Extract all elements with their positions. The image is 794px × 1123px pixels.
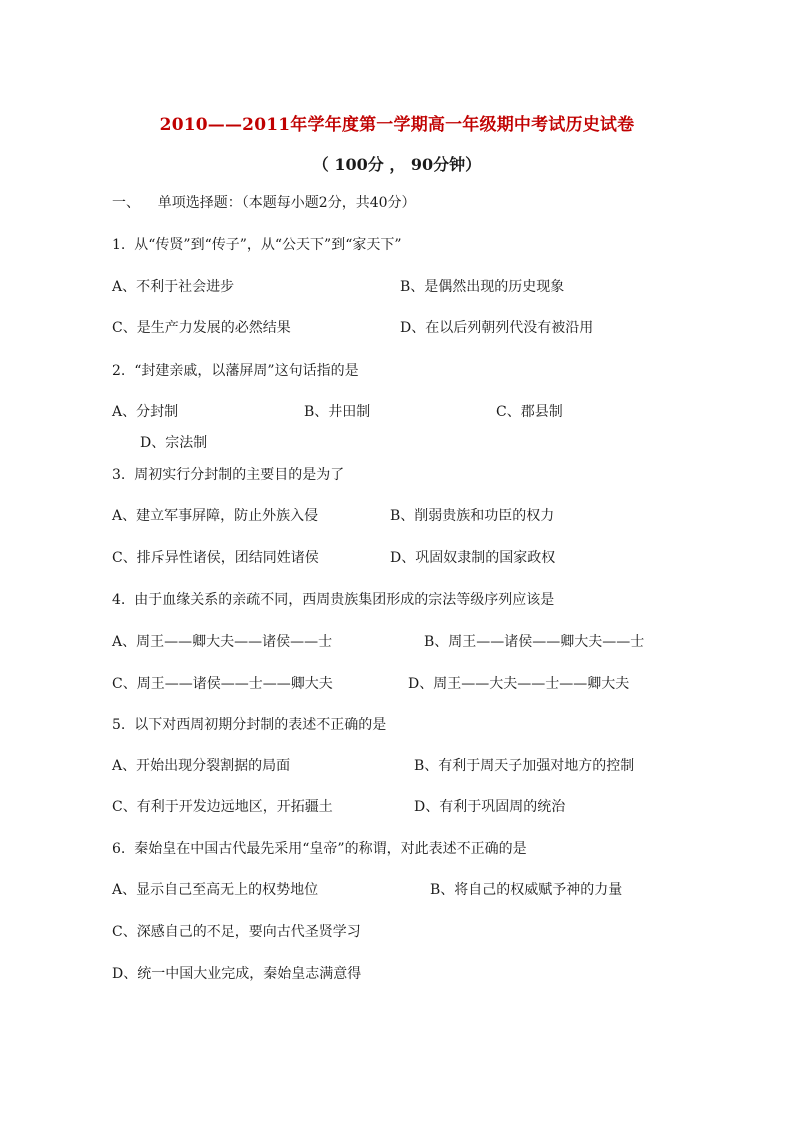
- question-4-option-c: C、周王——诸侯——士——卿大夫: [112, 676, 333, 692]
- question-1-option-d: D、在以后列朝列代没有被沿用: [400, 320, 594, 336]
- question-6-option-d: D、统一中国大业完成，秦始皇志满意得: [112, 966, 362, 982]
- question-3-option-c: C、排斥异性诸侯，团结同姓诸侯: [112, 550, 319, 566]
- question-4-option-a: A、周王——卿大夫——诸侯——士: [112, 634, 333, 650]
- question-4-option-b: B、周王——诸侯——卿大夫——士: [424, 634, 645, 650]
- question-4-stem: 4. 由于血缘关系的亲疏不同，西周贵族集团形成的宗法等级序列应该是: [112, 592, 555, 608]
- question-1-option-c: C、是生产力发展的必然结果: [112, 320, 291, 336]
- question-6-option-c: C、深感自己的不足，要向古代圣贤学习: [112, 924, 361, 940]
- question-2-option-a: A、分封制: [112, 404, 179, 420]
- question-3-option-d: D、巩固奴隶制的国家政权: [390, 550, 556, 566]
- question-3-option-b: B、削弱贵族和功臣的权力: [390, 508, 555, 524]
- question-6-stem: 6. 秦始皇在中国古代最先采用“皇帝”的称谓，对此表述不正确的是: [112, 841, 527, 857]
- question-2-option-c: C、郡县制: [496, 404, 563, 420]
- question-1-stem: 1. 从“传贤”到“传子”，从“公天下”到“家天下”: [112, 237, 402, 253]
- section-heading: 一、 单项选择题：（本题每小题2分，共40分）: [112, 195, 416, 211]
- question-3-stem: 3. 周初实行分封制的主要目的是为了: [112, 467, 345, 483]
- question-2-option-b: B、井田制: [304, 404, 371, 420]
- question-5-option-a: A、开始出现分裂割据的局面: [112, 758, 291, 774]
- question-2-stem: 2. “封建亲戚，以藩屏周”这句话指的是: [112, 363, 359, 379]
- question-1-option-b: B、是偶然出现的历史现象: [400, 279, 565, 295]
- question-2-option-d: D、宗法制: [140, 435, 208, 451]
- exam-title: 2010——2011年学年度第一学期高一年级期中考试历史试卷: [159, 115, 635, 135]
- question-5-option-d: D、有利于巩固周的统治: [414, 799, 566, 815]
- question-5-stem: 5. 以下对西周初期分封制的表述不正确的是: [112, 717, 387, 733]
- question-5-option-c: C、有利于开发边远地区，开拓疆土: [112, 799, 333, 815]
- question-6-option-a: A、显示自己至高无上的权势地位: [112, 882, 319, 898]
- exam-subtitle: （ 100分 ， 90分钟）: [312, 155, 482, 174]
- question-3-option-a: A、建立军事屏障，防止外族入侵: [112, 508, 319, 524]
- question-1-option-a: A、不利于社会进步: [112, 279, 235, 295]
- question-5-option-b: B、有利于周天子加强对地方的控制: [414, 758, 635, 774]
- question-6-option-b: B、将自己的权威赋予神的力量: [430, 882, 623, 898]
- question-4-option-d: D、周王——大夫——士——卿大夫: [408, 676, 630, 692]
